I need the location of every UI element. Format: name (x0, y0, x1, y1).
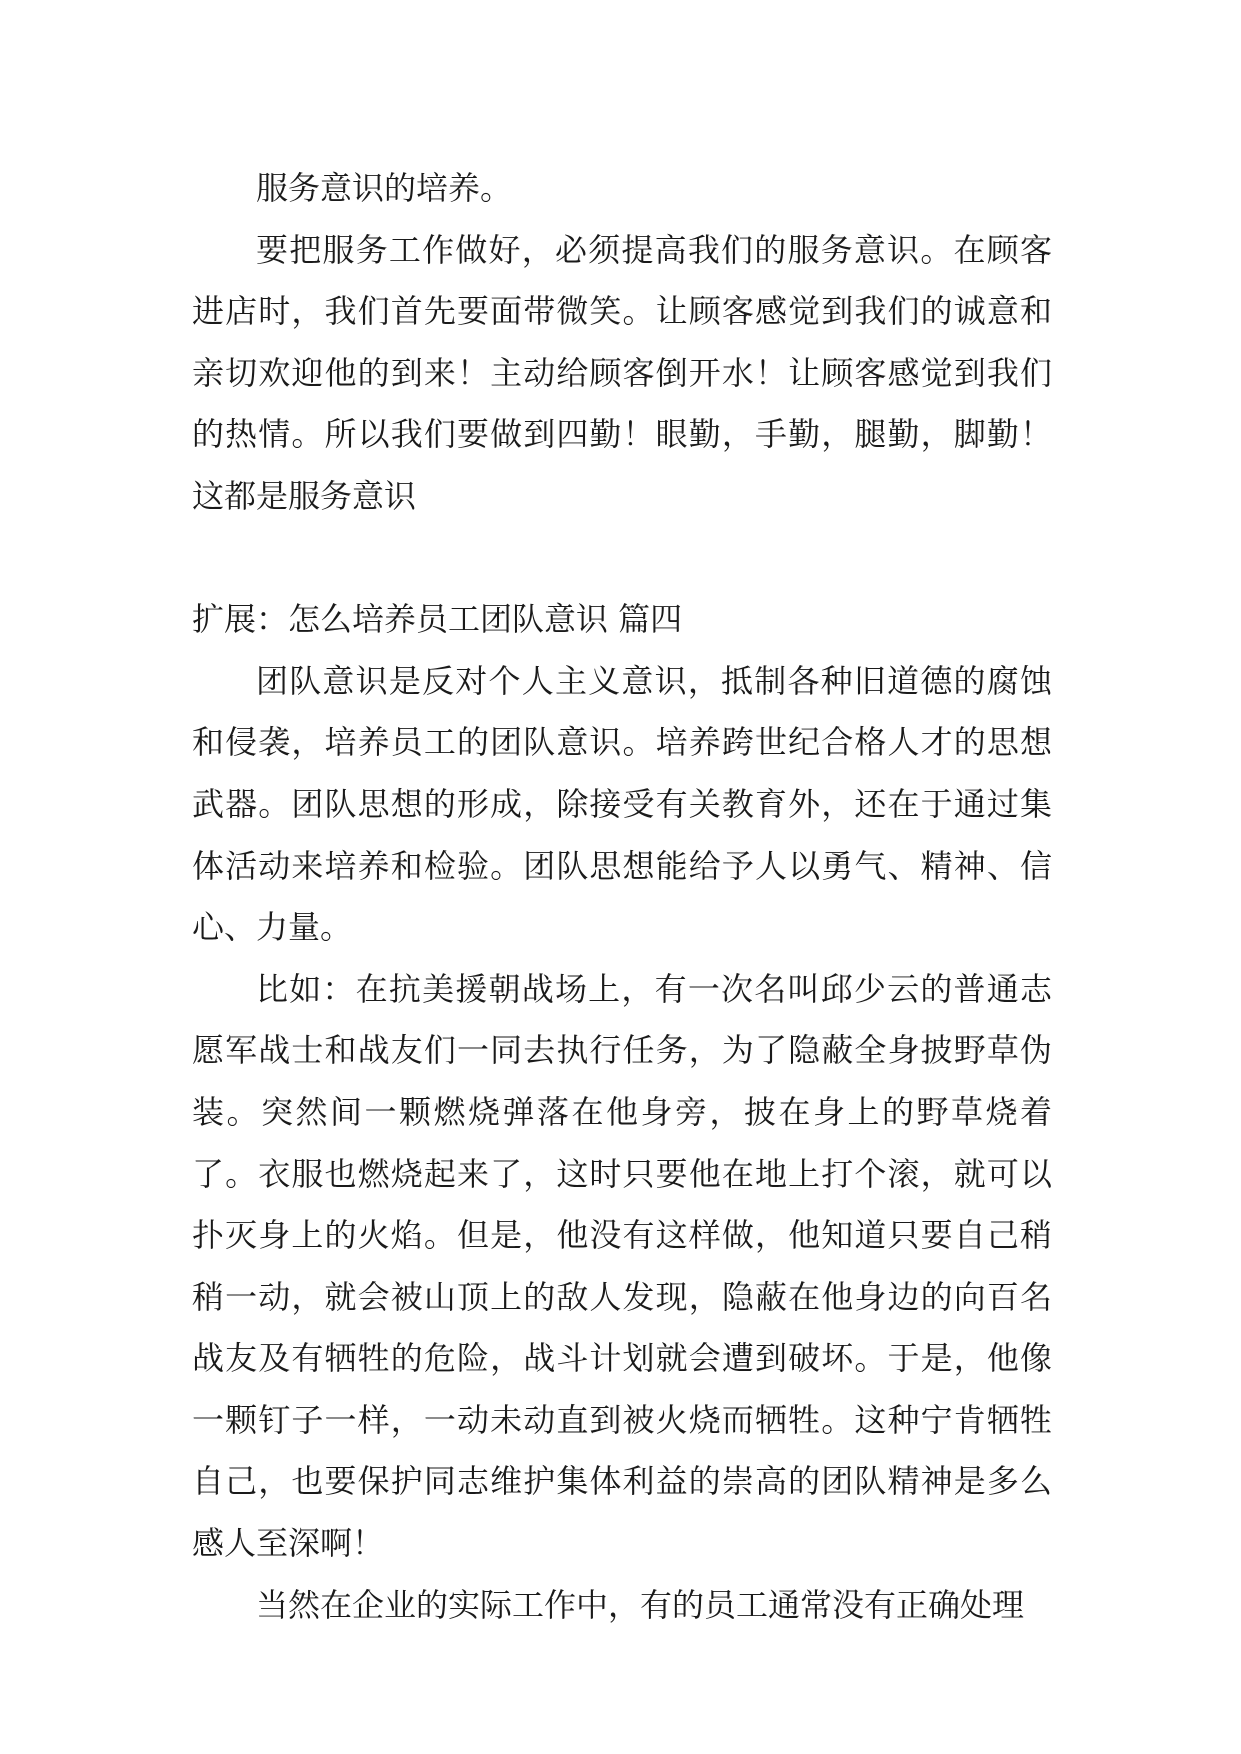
paragraph-example-story: 比如：在抗美援朝战场上，有一次名叫邱少云的普通志愿军战士和战友们一同去执行任务，为了隐蔽全身披野草伪装。突然间一颗燃烧弹落在他身旁，披在身上的野草烧着了。衣服也燃烧起来了，这时只要他在地上打个滚，就可以扑灭身上的火焰。但是，他没有这样做，他知道只要自己稍稍一动，就会被山顶上的敌人发现，隐蔽在他身边的向百名战友及有牺牲的危险，战斗计划就会遭到破坏。于是，他像一颗钉子一样，一动未动直到被火烧而牺牲。这种宁肯牺牲自己，也要保护同志维护集体利益的崇高的团队精神是多么感人至深啊！ (192, 969, 1052, 1563)
section-spacer (192, 528, 1052, 590)
paragraph-service-awareness-body: 要把服务工作做好，必须提高我们的服务意识。在顾客进店时，我们首先要面带微笑。让顾客感觉到我们的诚意和亲切欢迎他的到来！主动给顾客倒开水！让顾客感觉到我们的热情。所以我们要做到四勤！眼勤，手勤，腿勤，脚勤！这都是服务意识 (192, 230, 1052, 515)
paragraph-service-awareness-heading: 服务意识的培养。 (256, 169, 513, 207)
paragraph-enterprise-practice: 当然在企业的实际工作中，有的员工通常没有正确处理 (256, 1585, 1025, 1624)
section-heading: 扩展：怎么培养员工团队意识 篇四 (192, 600, 683, 639)
paragraph-team-awareness: 团队意识是反对个人主义意识，抵制各种旧道德的腐蚀和侵袭，培养员工的团队意识。培养跨世纪合格人才的思想武器。团队思想的形成，除接受有关教育外，还在于通过集体活动来培养和检验。团队思想能给予人以勇气、精神、信心、力量。 (192, 661, 1052, 947)
document-body (192, 158, 1052, 1636)
